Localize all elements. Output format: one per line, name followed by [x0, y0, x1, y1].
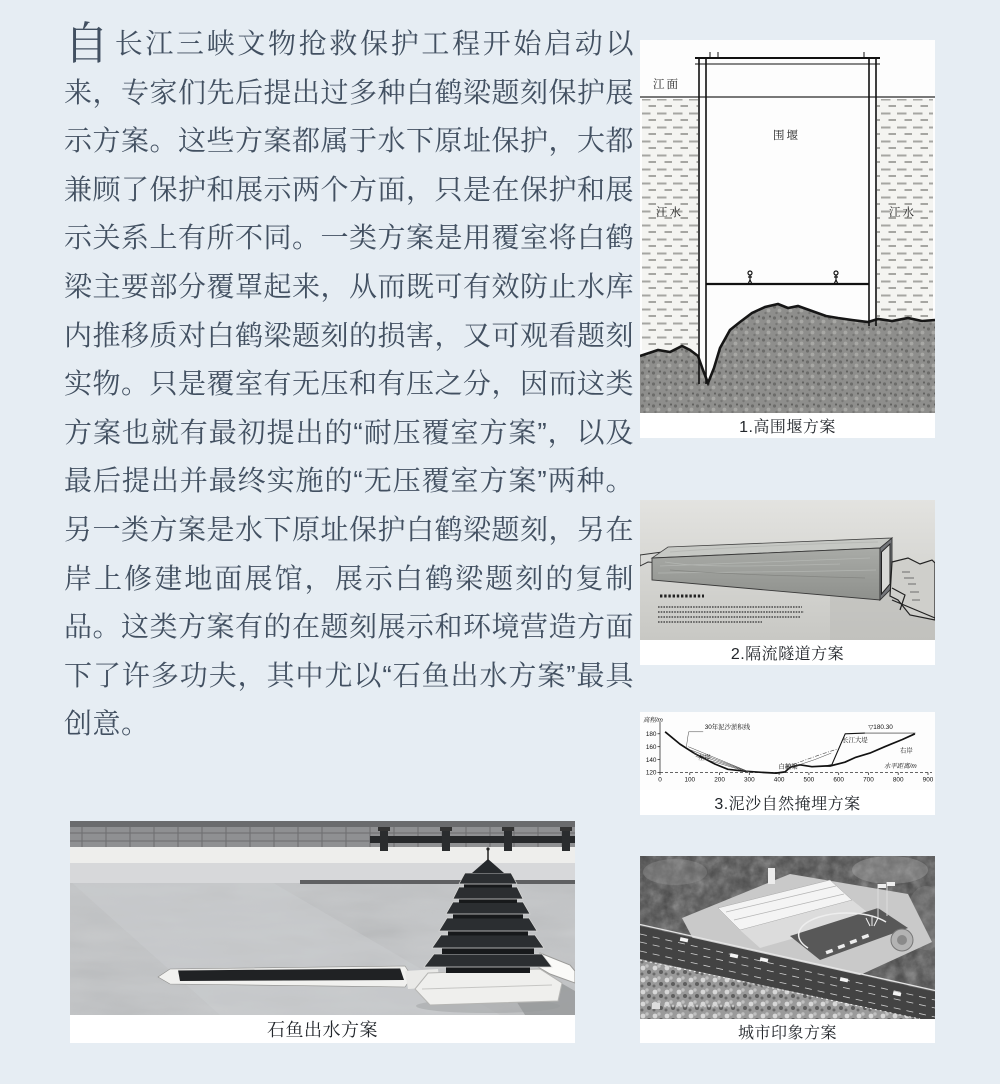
caption-cofferdam: 1.高围堰方案 [640, 413, 935, 438]
article-paragraph [64, 20, 634, 749]
svg-text:▽180.30: ▽180.30 [868, 724, 893, 732]
label-river-water-left: 江水 [656, 207, 683, 219]
caption-city: 城市印象方案 [640, 1019, 935, 1043]
figure-stonefish [70, 821, 575, 1043]
cofferdam-diagram-image [640, 40, 935, 413]
svg-text:30年泥沙淤积线: 30年泥沙淤积线 [704, 724, 751, 732]
caption-stonefish: 石鱼出水方案 [70, 1015, 575, 1043]
tunnel-sketch-image [640, 500, 935, 640]
figure-city [640, 856, 935, 1043]
barge [158, 966, 412, 987]
figure-tunnel [640, 500, 935, 665]
svg-text:120: 120 [645, 769, 657, 777]
svg-text:600: 600 [833, 776, 845, 784]
figure-sediment-chart [640, 712, 935, 815]
city-aerial-image [640, 856, 935, 1019]
svg-text:900: 900 [922, 776, 934, 784]
svg-text:180: 180 [645, 730, 657, 738]
article-body: 长江三峡文物抢救保护工程开始启动以来，专家们先后提出过多种白鹤梁题刻保护展示方案。这些方案都属于水下原址保护，大都兼顾了保护和展示两个方面，只是在保护和展示关系上有所不同。一类方案是用覆室将白鹤梁主要部分覆罩起来，从而既可有效防止水库内推移质对白鹤梁题刻的损害，又可观看题刻实物。只是覆室有无压和有压之分，因而这类方案也就有最初提出的“耐压覆室方案”，以及最后提出并最终实施的“无压覆室方案”两种。另一类方案是水下原址保护白鹤梁题刻，另在岸上修建地面展馆，展示白鹤梁题刻的复制品。这类方案有的在题刻展示和环境营造方面下了许多功夫，其中尤以“石鱼出水方案”最具创意。 [64, 28, 635, 740]
svg-text:右岸: 右岸 [900, 747, 913, 755]
svg-text:长江大堤: 长江大堤 [842, 737, 868, 745]
svg-text:100: 100 [684, 776, 696, 784]
svg-text:高程/m: 高程/m [643, 717, 663, 724]
svg-text:水平距离/m: 水平距离/m [884, 763, 917, 770]
caption-sediment: 3.泥沙自然掩埋方案 [640, 790, 935, 815]
svg-text:140: 140 [645, 756, 657, 764]
label-river-surface: 江面 [653, 79, 680, 91]
svg-text:700: 700 [863, 776, 874, 784]
svg-text:160: 160 [645, 743, 657, 751]
label-cofferdam: 围堰 [773, 130, 800, 142]
article-text [64, 20, 634, 749]
svg-text:200: 200 [714, 776, 725, 784]
caption-tunnel: 2.隔流隧道方案 [640, 640, 935, 665]
svg-text:左岸: 左岸 [698, 754, 711, 762]
svg-text:400: 400 [773, 776, 785, 784]
sediment-chart-image [640, 712, 935, 790]
svg-text:300: 300 [743, 776, 755, 784]
label-river-water-right: 江水 [889, 207, 916, 219]
figure-cofferdam [640, 40, 935, 438]
stonefish-render-image [70, 821, 575, 1015]
drop-cap: 自 [64, 18, 112, 69]
svg-text:白鹤梁: 白鹤梁 [778, 763, 798, 771]
svg-text:0: 0 [658, 776, 662, 784]
svg-text:500: 500 [803, 776, 815, 784]
svg-text:800: 800 [892, 776, 904, 784]
